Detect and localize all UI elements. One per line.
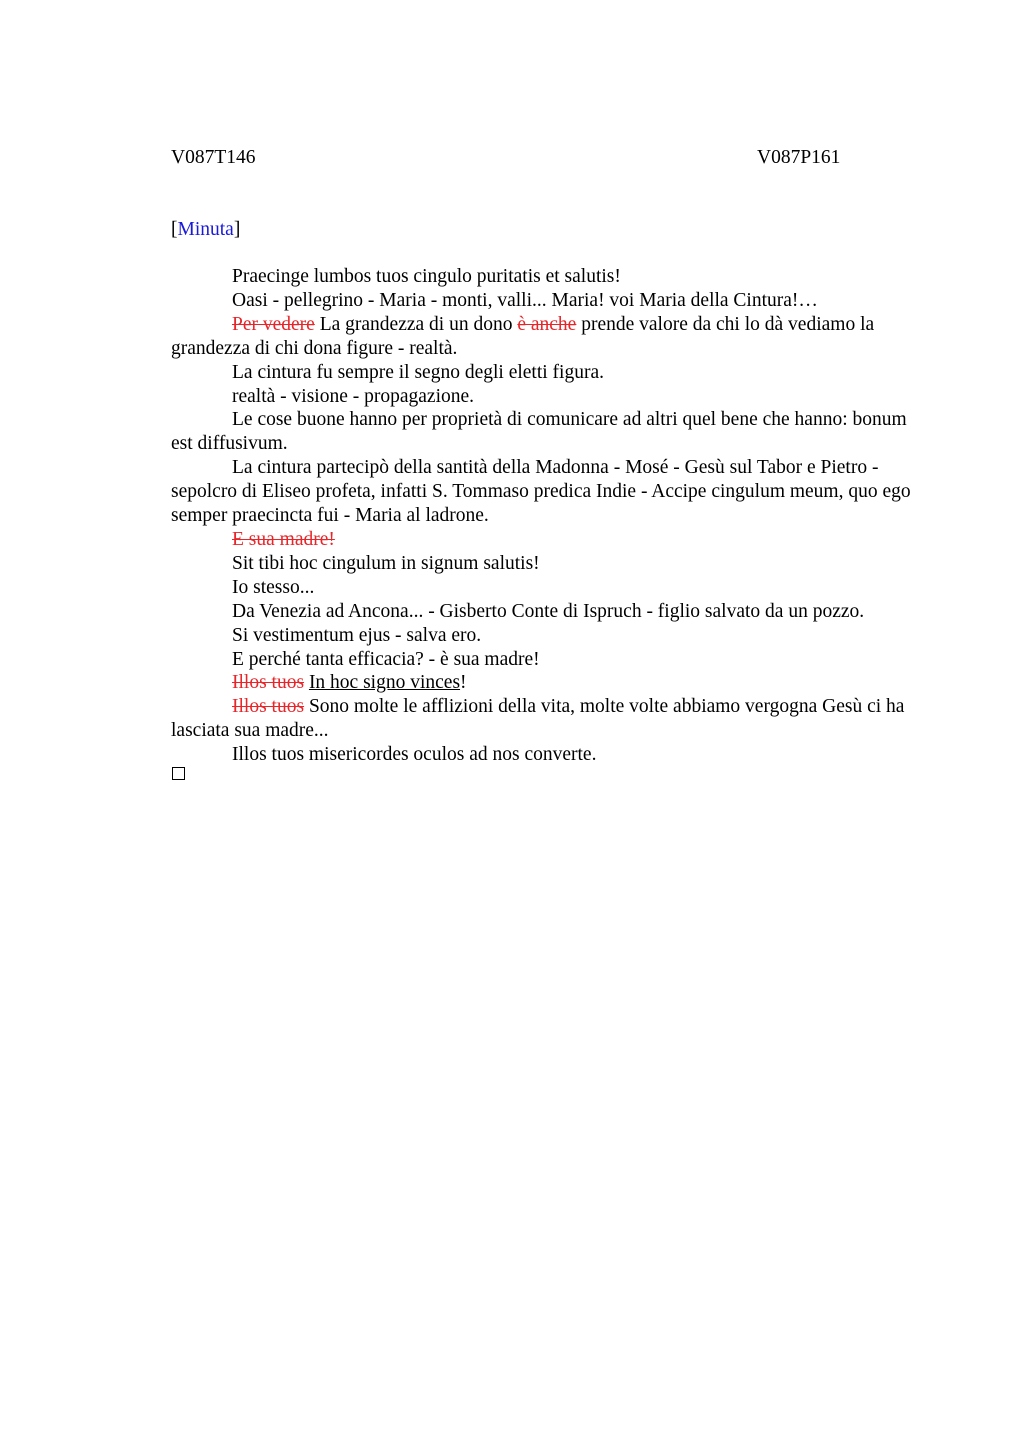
end-mark-square-icon (172, 767, 185, 780)
document-type-tag (171, 218, 240, 242)
paragraph-text: La cintura fu sempre il segno degli eletti figura. (232, 361, 604, 383)
paragraph (171, 671, 931, 695)
document-type-label: Minuta (177, 219, 234, 240)
paragraph-text: Le cose buone hanno per proprietà di comunicare ad altri quel bene che hanno: bonum est diffusivum. (171, 409, 907, 455)
document-code-right: V087P161 (757, 147, 841, 168)
paragraph (171, 528, 931, 552)
paragraph-text: Io stesso... (232, 576, 315, 598)
paragraph-text: Illos tuos misericordes oculos ad nos converte. (232, 744, 597, 766)
document-code-left: V087T146 (171, 147, 256, 168)
deleted-text: E sua madre! (232, 528, 335, 550)
paragraph-text: Da Venezia ad Ancona... - Gisberto Conte di Ispruch - figlio salvato da un pozzo. (232, 600, 865, 622)
paragraph (171, 695, 931, 743)
bracket-open: [ (171, 219, 178, 240)
paragraph-text: E perché tanta efficacia? - è sua madre! (232, 648, 540, 670)
paragraph-text: ! (460, 672, 467, 694)
deleted-text: Illos tuos (232, 696, 305, 718)
paragraph (171, 576, 931, 600)
paragraph (171, 265, 931, 289)
document-body (171, 265, 931, 767)
deleted-text: Illos tuos (232, 672, 305, 694)
paragraph-text: Oasi - pellegrino - Maria - monti, valli... Maria! voi Maria della Cintura!… (232, 289, 818, 311)
paragraph (171, 743, 931, 767)
paragraph-text: La grandezza di un dono (314, 313, 518, 335)
paragraph-text: Sit tibi hoc cingulum in signum salutis! (232, 552, 540, 574)
paragraph (171, 289, 931, 313)
paragraph-text: Sono molte le afflizioni della vita, molte volte abbiamo vergogna Gesù ci ha lasciata sua madre... (171, 696, 905, 742)
paragraph (171, 456, 931, 528)
paragraph (171, 624, 931, 648)
paragraph (171, 552, 931, 576)
deleted-text: è anche (517, 313, 577, 335)
paragraph (171, 648, 931, 672)
paragraph (171, 408, 931, 456)
bracket-close: ] (233, 219, 241, 240)
paragraph-text: prende valore da chi lo dà vediamo la grandezza di chi dona figure - realtà. (171, 313, 875, 359)
paragraph (171, 600, 931, 624)
underlined-text: In hoc signo vinces (308, 672, 461, 694)
paragraph (171, 313, 931, 361)
paragraph-text: Si vestimentum ejus - salva ero. (232, 624, 482, 646)
paragraph-text: realtà - visione - propagazione. (232, 385, 475, 407)
paragraph (171, 385, 931, 409)
paragraph-text: La cintura partecipò della santità della Madonna - Mosé - Gesù sul Tabor e Pietro - sepolcro di Eliseo profeta, infatti S. Tommaso predica Indie - Accipe cingulum meum, quo ego semper praecincta fui - Maria al ladrone. (171, 457, 911, 527)
deleted-text: Per vedere (232, 313, 315, 335)
paragraph (171, 361, 931, 385)
paragraph-text: Praecinge lumbos tuos cingulo puritatis et salutis! (232, 266, 621, 287)
